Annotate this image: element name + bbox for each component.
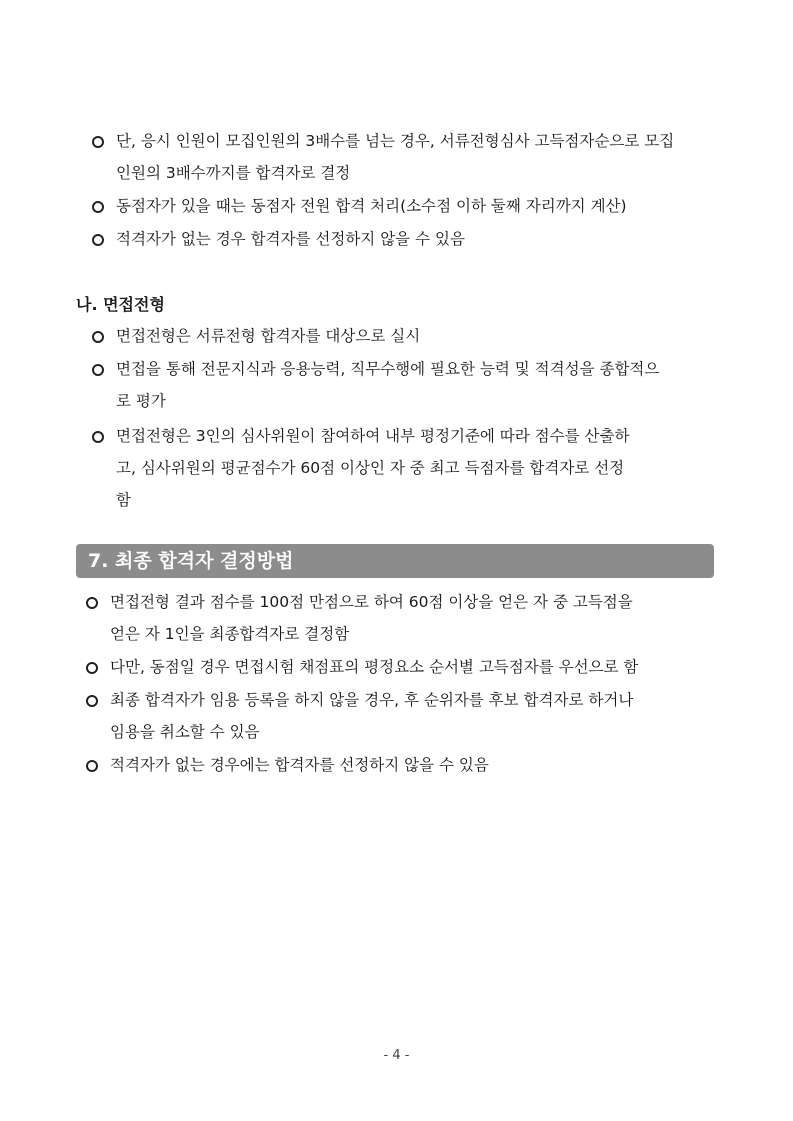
item-line: 동점자가 있을 때는 동점자 전원 합격 처리(소수점 이하 둘째 자리까지 계산) — [116, 197, 627, 215]
circle-bullet-icon — [86, 695, 98, 707]
item-line: 면접전형은 서류전형 합격자를 대상으로 실시 — [116, 327, 421, 345]
item-line: 인원의 3배수까지를 합격자로 결정 — [116, 164, 351, 182]
item-line: 함 — [116, 491, 131, 509]
item-line: 면접을 통해 전문지식과 응용능력, 직무수행에 필요한 능력 및 적격성을 종합적으 — [116, 360, 660, 378]
circle-bullet-icon — [92, 364, 104, 376]
section-title: 7. 최종 합격자 결정방법 — [88, 550, 294, 572]
item-line: 면접전형 결과 점수를 100점 만점으로 하여 60점 이상을 얻은 자 중 고득점을 — [110, 593, 633, 611]
page-number: - 4 - — [383, 1048, 410, 1063]
item-line: 로 평가 — [116, 392, 166, 410]
item-line: 면접전형은 3인의 심사위원이 참여하여 내부 평정기준에 따라 점수를 산출하 — [116, 427, 630, 445]
item-line: 얻은 자 1인을 최종합격자로 결정함 — [110, 625, 350, 643]
item-line: 단, 응시 인원이 모집인원의 3배수를 넘는 경우, 서류전형심사 고득점자순으로 모집 — [116, 132, 675, 150]
circle-bullet-icon — [92, 201, 104, 213]
subsection-heading: 나. 면접전형 — [76, 295, 165, 314]
item-line: 고, 심사위원의 평균점수가 60점 이상인 자 중 최고 득점자를 합격자로 선정 — [116, 459, 625, 477]
item-line: 임용을 취소할 수 있음 — [110, 723, 260, 741]
section-header-bar — [76, 544, 714, 578]
item-line: 다만, 동점일 경우 면접시험 채점표의 평정요소 순서별 고득점자를 우선으로 함 — [110, 658, 639, 676]
item-line: 적격자가 없는 경우 합격자를 선정하지 않을 수 있음 — [116, 230, 465, 248]
item-line: 적격자가 없는 경우에는 합격자를 선정하지 않을 수 있음 — [110, 756, 489, 774]
circle-bullet-icon — [86, 662, 98, 674]
circle-bullet-icon — [86, 760, 98, 772]
item-line: 최종 합격자가 임용 등록을 하지 않을 경우, 후 순위자를 후보 합격자로 하거나 — [110, 691, 634, 709]
circle-bullet-icon — [86, 597, 98, 609]
circle-bullet-icon — [92, 431, 104, 443]
circle-bullet-icon — [92, 331, 104, 343]
circle-bullet-icon — [92, 234, 104, 246]
circle-bullet-icon — [92, 136, 104, 148]
